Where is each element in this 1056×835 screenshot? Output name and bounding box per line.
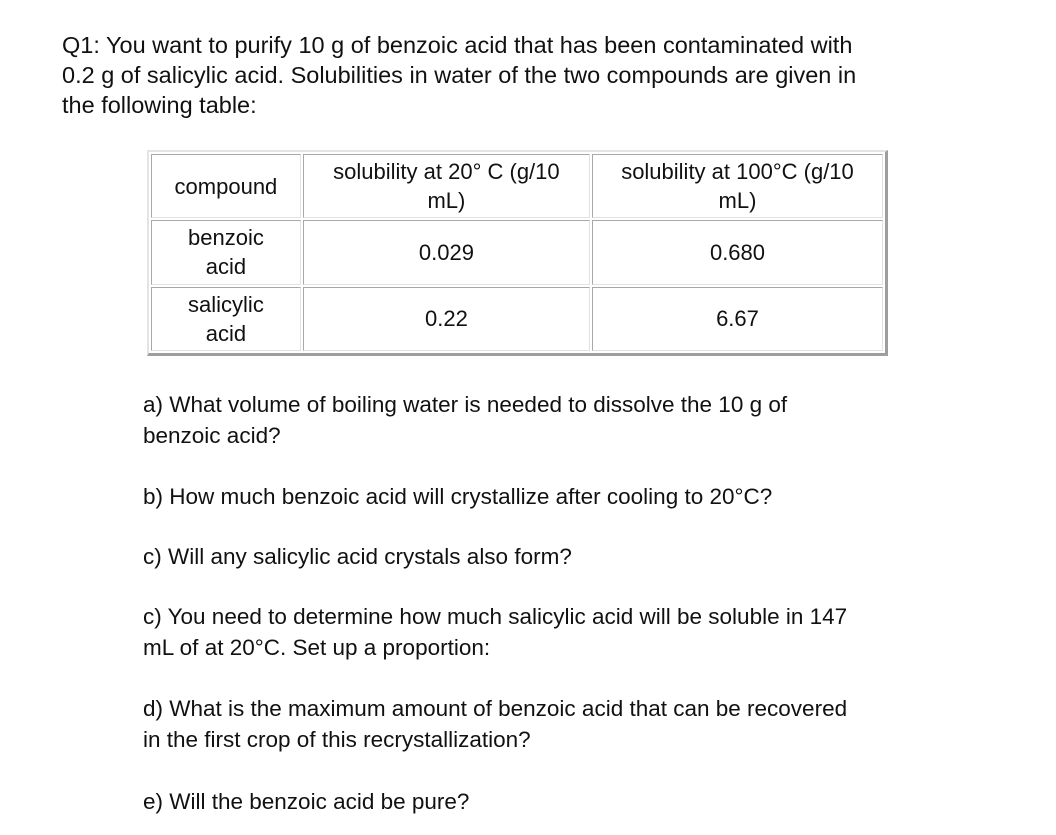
question-e: [143, 786, 1003, 817]
compound-name-line-2: acid: [205, 320, 247, 346]
row-benzoic-sol100: 0.680: [592, 220, 883, 285]
header-solubility-100: [592, 154, 883, 218]
header-solubility-20-line-1: solubility at 20° C (g/10: [333, 159, 560, 184]
question-c1-text: c) Will any salicylic acid crystals also form?: [143, 544, 572, 569]
question-c2-line-2: mL of at 20°C. Set up a proportion:: [143, 635, 491, 660]
compound-name-line-1: benzoic: [188, 225, 264, 251]
table-header-row: [151, 154, 883, 218]
header-solubility-20-line-2: mL): [427, 188, 466, 213]
header-solubility-20: [303, 154, 590, 218]
question-d-line-1: d) What is the maximum amount of benzoic acid that can be recovered: [143, 696, 848, 721]
header-compound-text: compound: [174, 173, 278, 199]
row-salicylic-sol20: 0.22: [303, 287, 590, 352]
header-solubility-100-line-1: solubility at 100°C (g/10: [621, 159, 854, 184]
question-d: [143, 693, 1003, 755]
table-row: [151, 220, 883, 285]
table-row: [151, 287, 883, 352]
intro-line-2: 0.2 g of salicylic acid. Solubilities in water of the two compounds are given in: [62, 62, 857, 88]
question-a: [143, 389, 1003, 451]
question-a-line-1: a) What volume of boiling water is needed to dissolve the 10 g of: [143, 392, 788, 417]
intro-line-1: Q1: You want to purify 10 g of benzoic acid that has been contaminated with: [62, 32, 853, 58]
question-e-text: e) Will the benzoic acid be pure?: [143, 789, 470, 814]
question-d-line-2: in the first crop of this recrystallization?: [143, 727, 531, 752]
compound-name-line-2: acid: [205, 254, 247, 280]
question-c1: [143, 541, 1003, 572]
solubility-table-frame: [147, 150, 888, 356]
row-salicylic-sol100: 6.67: [592, 287, 883, 352]
row-benzoic-compound: [151, 220, 301, 285]
question-c2: [143, 601, 1003, 663]
solubility-table: [149, 152, 885, 353]
intro-paragraph: [62, 30, 1002, 120]
question-b: [143, 481, 1003, 512]
compound-name-line-1: salicylic: [188, 291, 264, 317]
question-b-text: b) How much benzoic acid will crystallize after cooling to 20°C?: [143, 484, 773, 509]
header-compound: [151, 154, 301, 218]
intro-line-3: the following table:: [62, 92, 257, 118]
row-benzoic-sol20: 0.029: [303, 220, 590, 285]
header-solubility-100-line-2: mL): [718, 188, 757, 213]
question-c2-line-1: c) You need to determine how much salicylic acid will be soluble in 147: [143, 604, 848, 629]
row-salicylic-compound: [151, 287, 301, 352]
question-a-line-2: benzoic acid?: [143, 423, 281, 448]
